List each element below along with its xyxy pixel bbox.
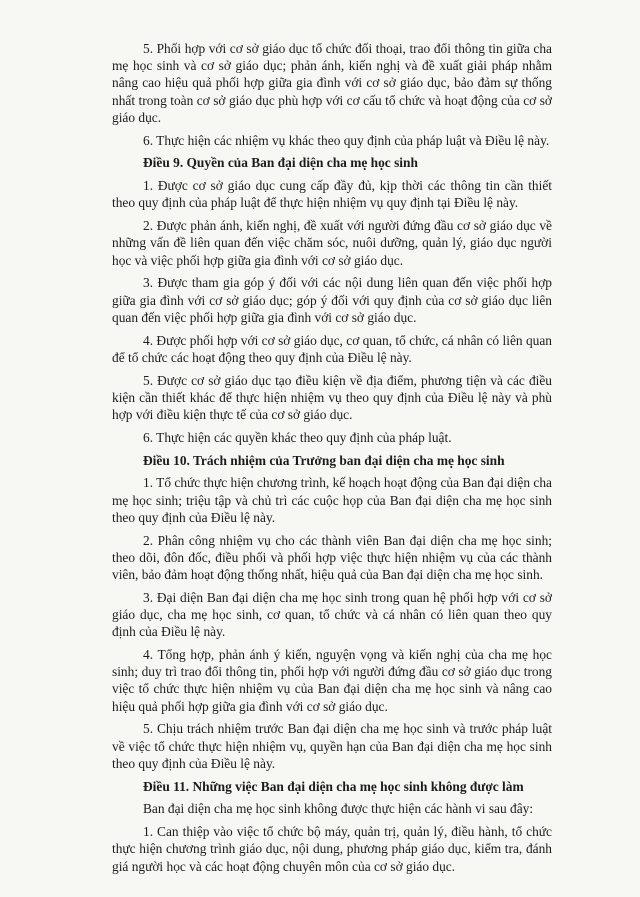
- paragraph-dieu9-khoan5: 5. Được cơ sở giáo dục tạo điều kiện về địa điểm, phương tiện và các điều kiện cần thiết khác để thực hiện nhiệm vụ theo quy định của Điều lệ này và phù hợp với điều kiện thực tế của cơ sở giáo dục.: [112, 372, 552, 423]
- heading-dieu-9: Điều 9. Quyền của Ban đại diện cha mẹ học sinh: [143, 155, 418, 171]
- paragraph-dieu9-khoan3: 3. Được tham gia góp ý đối với các nội dung liên quan đến việc phối hợp giữa gia đình với cơ sở giáo dục; góp ý đối với quy định của cơ sở giáo dục liên quan đến việc phối hợp giữa gia đình với cơ sở giáo dục.: [112, 275, 552, 325]
- paragraph-dieu8-khoan5: 5. Phối hợp với cơ sở giáo dục tổ chức đối thoại, trao đổi thông tin giữa cha mẹ học sinh và cơ sở giáo dục; phản ánh, kiến nghị và đề xuất giải pháp nhằm nâng cao hiệu quả phối hợp giữa gia đình với cơ sở giáo dục, bảo đảm sự thống nhất trong toàn cơ sở giáo dục phù hợp với cơ cấu tổ chức và hoạt động của cơ sở giáo dục.: [112, 41, 552, 125]
- paragraph-dieu10-khoan4: 4. Tổng hợp, phản ánh ý kiến, nguyện vọng và kiến nghị của cha mẹ học sinh; duy trì trao đổi thông tin, phối hợp với người đứng đầu cơ sở giáo dục trong việc tổ chức thực hiện nhiệm vụ của Ban đại diện cha mẹ học sinh và nâng cao hiệu quả phối hợp giữa gia đình với cơ sở giáo dục.: [112, 647, 552, 714]
- paragraph-dieu10-khoan2: 2. Phân công nhiệm vụ cho các thành viên Ban đại diện cha mẹ học sinh; theo dõi, đôn đốc, điều phối và phối hợp việc thực hiện nhiệm vụ của các thành viên, bảo đảm hoạt động thống nhất, hiệu quả của Ban đại diện cha mẹ học sinh.: [112, 532, 552, 583]
- paragraph-dieu9-khoan1: 1. Được cơ sở giáo dục cung cấp đầy đủ, kịp thời các thông tin cần thiết theo quy định của pháp luật để thực hiện nhiệm vụ quy định tại Điều lệ này.: [112, 178, 552, 211]
- paragraph-dieu10-khoan1: 1. Tổ chức thực hiện chương trình, kế hoạch hoạt động của Ban đại diện cha mẹ học sinh; triệu tập và chủ trì các cuộc họp của Ban đại diện cha mẹ học sinh theo quy định của Điều lệ này.: [112, 475, 553, 525]
- paragraph-dieu10-khoan5: 5. Chịu trách nhiệm trước Ban đại diện cha mẹ học sinh và trước pháp luật về việc tổ chức thực hiện nhiệm vụ, quyền hạn của Ban đại diện cha mẹ học sinh theo quy định của Điều lệ này.: [112, 721, 552, 771]
- paragraph-dieu10-khoan3: 3. Đại diện Ban đại diện cha mẹ học sinh trong quan hệ phối hợp với cơ sở giáo dục, cha mẹ học sinh, cơ quan, tổ chức và cá nhân có liên quan theo quy định của Điều lệ này.: [112, 589, 552, 640]
- heading-dieu-11: Điều 11. Những việc Ban đại diện cha mẹ học sinh không được làm: [143, 778, 524, 794]
- paragraph-dieu9-khoan6: 6. Thực hiện các quyền khác theo quy định của pháp luật.: [143, 429, 452, 445]
- paragraph-dieu9-khoan4: 4. Được phối hợp với cơ sở giáo dục, cơ quan, tổ chức, cá nhân có liên quan để tổ chức các hoạt động theo quy định của Điều lệ này.: [112, 332, 552, 365]
- paragraph-dieu11-khoan1: 1. Can thiệp vào việc tổ chức bộ máy, quản trị, quản lý, điều hành, tổ chức thực hiện chương trình giáo dục, nội dung, phương pháp giáo dục, kiểm tra, đánh giá người học và các hoạt động chuyên môn của cơ sở giáo dục.: [112, 824, 552, 874]
- paragraph-dieu11-intro: Ban đại diện cha mẹ học sinh không được thực hiện các hành vi sau đây:: [143, 801, 534, 817]
- heading-dieu-10: Điều 10. Trách nhiệm của Trưởng ban đại diện cha mẹ học sinh: [143, 452, 505, 468]
- paragraph-dieu9-khoan2: 2. Được phản ánh, kiến nghị, đề xuất với người đứng đầu cơ sở giáo dục về những vấn đề liên quan đến việc chăm sóc, nuôi dưỡng, quản lý, giáo dục người học và việc phối hợp giữa gia đình với cơ sở giáo dục.: [112, 218, 552, 268]
- paragraph-dieu8-khoan6: 6. Thực hiện các nhiệm vụ khác theo quy định của pháp luật và Điều lệ này.: [143, 132, 550, 148]
